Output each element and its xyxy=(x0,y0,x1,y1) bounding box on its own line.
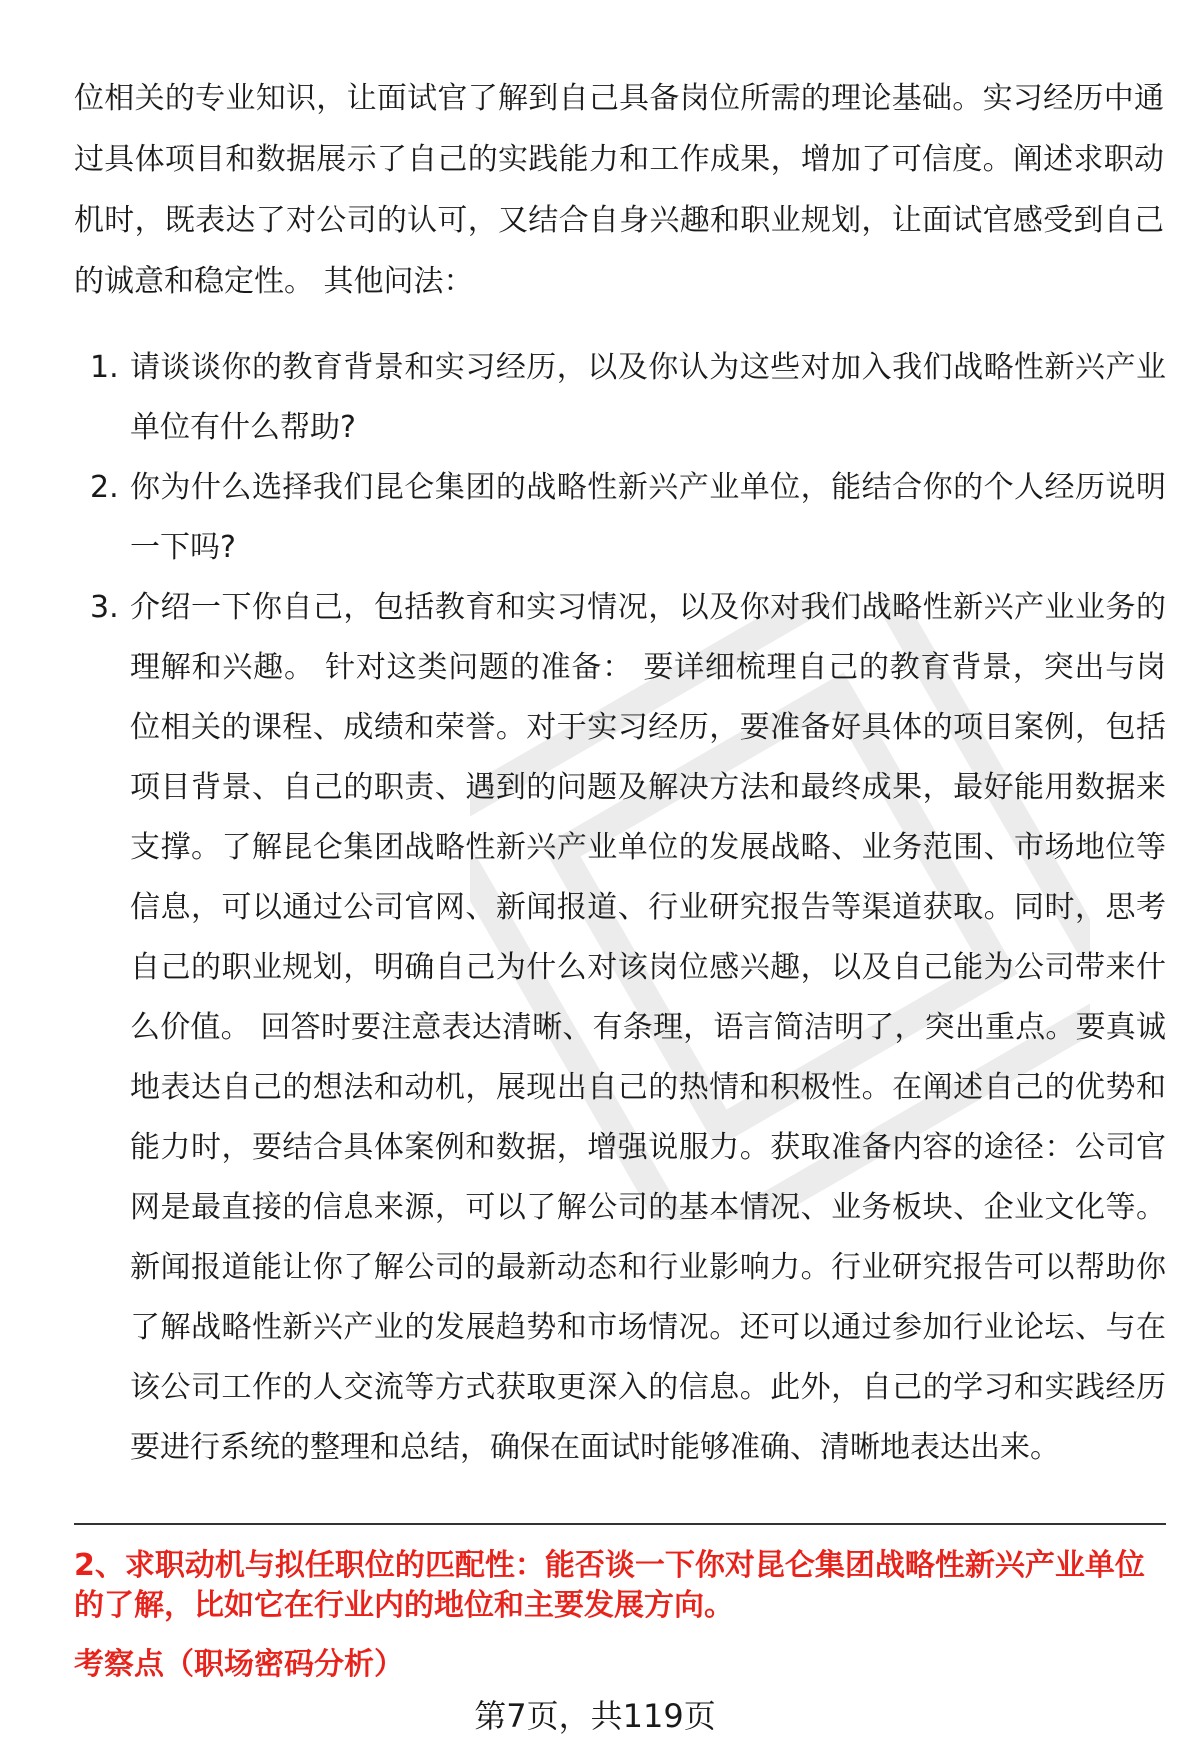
section-divider xyxy=(74,1523,1166,1525)
list-item-number: 3. xyxy=(90,590,119,625)
list-item-text: 请谈谈你的教育背景和实习经历，以及你认为这些对加入我们战略性新兴产业单位有什么帮助? xyxy=(130,350,1166,445)
list-item xyxy=(74,578,1166,1478)
list-item-number: 1. xyxy=(90,350,119,385)
list-item-text: 你为什么选择我们昆仑集团的战略性新兴产业单位，能结合你的个人经历说明一下吗? xyxy=(130,470,1166,565)
list-item xyxy=(74,458,1166,578)
intro-paragraph: 位相关的专业知识，让面试官了解到自己具备岗位所需的理论基础。实习经历中通过具体项目和数据展示了自己的实践能力和工作成果，增加了可信度。阐述求职动机时，既表达了对公司的认可，又结合自身兴趣和职业规划，让面试官感受到自己的诚意和稳定性。 其他问法： xyxy=(74,81,1164,299)
other-questions-list xyxy=(74,338,1166,1478)
page-number-footer: 第7页，共119页 xyxy=(474,1697,716,1735)
list-item-number: 2. xyxy=(90,470,119,505)
list-item-text: 介绍一下你自己，包括教育和实习情况，以及你对我们战略性新兴产业业务的理解和兴趣。 针对这类问题的准备： 要详细梳理自己的教育背景，突出与岗位相关的课程、成绩和荣誉。对于实习经历，要准备好具体的项目案例，包括项目背景、自己的职责、遇到的问题及解决方法和最终成果，最好能用数据来支撑。了解昆仑集团战略性新兴产业单位的发展战略、业务范围、市场地位等信息，可以通过公司官网、新闻报道、行业研究报告等渠道获取。同时，思考自己的职业规划，明确自己为什么对该岗位感兴趣，以及自己能为公司带来什么价值。 回答时要注意表达清晰、有条理，语言简洁明了，突出重点。要真诚地表达自己的想法和动机，展现出自己的热情和积极性。在阐述自己的优势和能力时，要结合具体案例和数据，增强说服力。获取准备内容的途径：公司官网是最直接的信息来源，可以了解公司的基本情况、业务板块、企业文化等。新闻报道能让你了解公司的最新动态和行业影响力。行业研究报告可以帮助你了解战略性新兴产业的发展趋势和市场情况。还可以通过参加行业论坛、与在该公司工作的人交流等方式获取更深入的信息。此外，自己的学习和实践经历要进行系统的整理和总结，确保在面试时能够准确、清晰地表达出来。 xyxy=(130,590,1166,1465)
sub-heading: 考察点（职场密码分析） xyxy=(74,1647,404,1682)
list-item xyxy=(74,338,1166,458)
section-heading: 2、求职动机与拟任职位的匹配性：能否谈一下你对昆仑集团战略性新兴产业单位的了解，比如它在行业内的地位和主要发展方向。 xyxy=(74,1548,1145,1623)
